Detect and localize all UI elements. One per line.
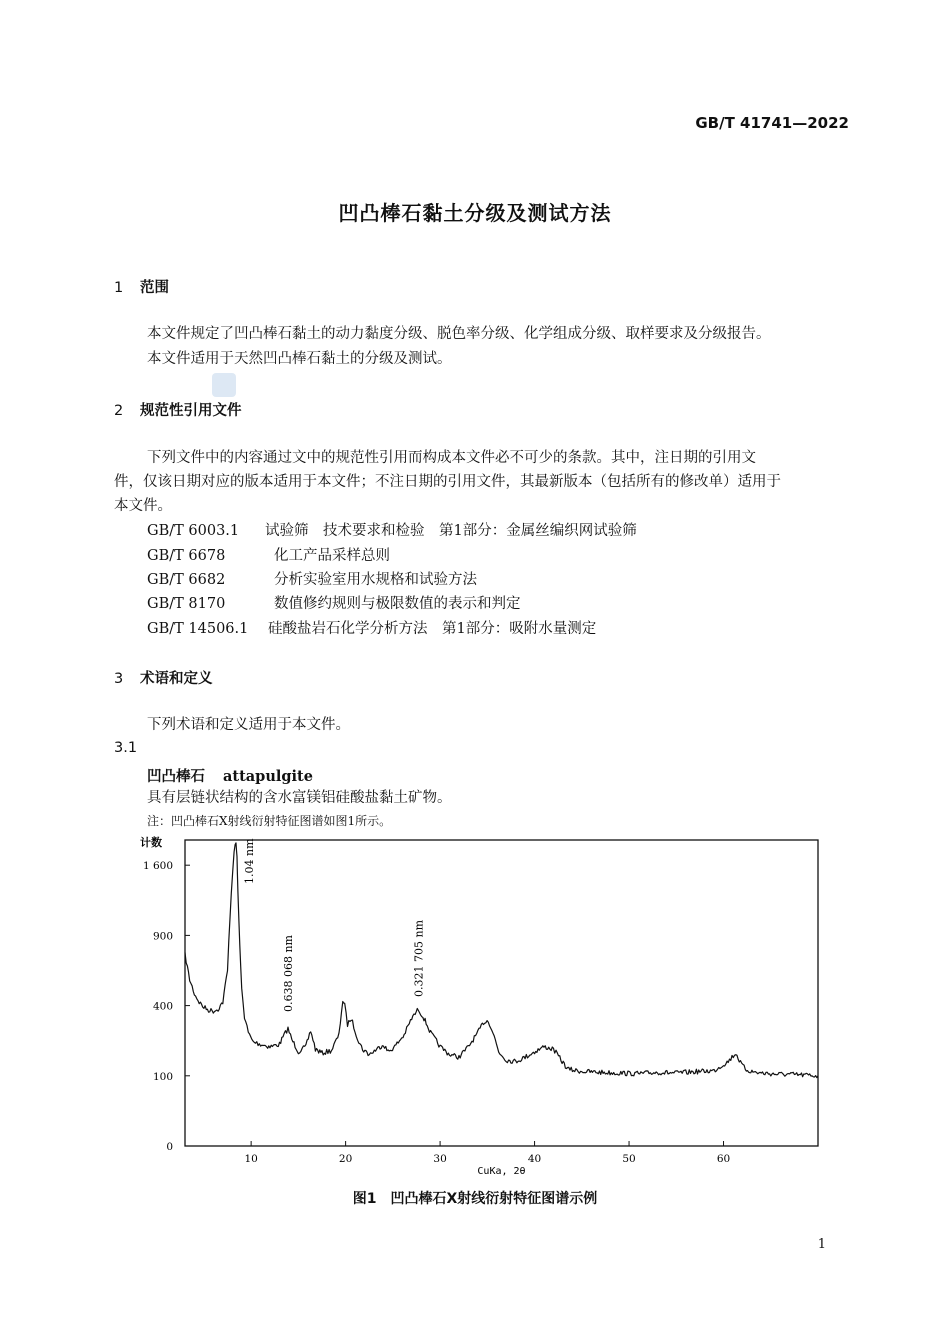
- section-1-paragraph-2: 本文件适用于天然凹凸棒石黏土的分级及测试。: [147, 351, 452, 367]
- x-tick-label: 10: [244, 1153, 258, 1165]
- y-axis-label: 计数: [140, 836, 162, 849]
- x-tick-label: 30: [433, 1153, 447, 1165]
- x-tick-label: 40: [527, 1153, 542, 1165]
- term-note: 注：凹凸棒石X射线衍射特征图谱如图1所示。: [147, 814, 392, 828]
- y-tick-label: 100: [152, 1070, 173, 1083]
- reference-code: GB/T 8170: [147, 596, 226, 612]
- section-3-heading: [114, 667, 213, 688]
- section-2-intro-line-1: 下列文件中的内容通过文中的规范性引用而构成本文件必不可少的条款。其中，注日期的引用文: [147, 450, 756, 466]
- section-2-number: 2: [114, 403, 124, 419]
- section-2-title: 规范性引用文件: [140, 403, 242, 419]
- section-2-intro-line-2: 件，仅该日期对应的版本适用于本文件；不注日期的引用文件，其最新版本（包括所有的修改单）适用于: [114, 474, 781, 490]
- reference-code: GB/T 6678: [147, 548, 226, 564]
- x-tick-label: 20: [338, 1153, 353, 1165]
- peak-annotation: 0.638 068 nm: [281, 935, 295, 1012]
- reference-code: GB/T 6682: [147, 572, 226, 588]
- x-tick-label: 50: [622, 1153, 636, 1165]
- y-tick-label: 1 600: [142, 860, 173, 873]
- document-title: 凹凸棒石黏土分级及测试方法: [338, 201, 612, 225]
- reference-title: 硅酸盐岩石化学分析方法 第1部分：吸附水量测定: [268, 621, 597, 637]
- term-chinese: 凹凸棒石: [147, 769, 205, 785]
- reference-code: GB/T 14506.1: [147, 621, 249, 637]
- watermark-logo: [212, 373, 236, 397]
- reference-title: 数值修约规则与极限数值的表示和判定: [274, 596, 521, 612]
- section-2-intro-line-3: 本文件。: [114, 498, 172, 514]
- y-tick-label: 900: [152, 930, 173, 943]
- reference-item: [147, 568, 477, 589]
- x-axis-label: CuKa, 2θ: [477, 1166, 526, 1177]
- xrd-pattern-line: [185, 843, 818, 1078]
- section-1-title: 范围: [140, 280, 169, 296]
- standard-code: GB/T 41741—2022: [695, 114, 849, 132]
- page-number: 1: [817, 1237, 826, 1252]
- reference-title: 化工产品采样总则: [274, 548, 390, 564]
- section-3-number: 3: [114, 671, 124, 687]
- term-heading: [147, 765, 313, 786]
- reference-item: [147, 617, 596, 638]
- section-1-number: 1: [114, 280, 124, 296]
- term-definition: 具有层链状结构的含水富镁铝硅酸盐黏土矿物。: [147, 790, 452, 806]
- xrd-chart: [138, 832, 838, 1182]
- reference-item: [147, 592, 521, 613]
- term-number: 3.1: [114, 740, 138, 756]
- section-2-heading: [114, 399, 242, 420]
- reference-item: [147, 519, 637, 540]
- section-3-intro: 下列术语和定义适用于本文件。: [147, 717, 350, 733]
- reference-title: 分析实验室用水规格和试验方法: [274, 572, 477, 588]
- reference-title: 试验筛 技术要求和检验 第1部分：金属丝编织网试验筛: [265, 523, 637, 539]
- section-3-title: 术语和定义: [140, 671, 213, 687]
- x-tick-label: 60: [716, 1153, 731, 1165]
- section-1-paragraph-1: 本文件规定了凹凸棒石黏土的动力黏度分级、脱色率分级、化学组成分级、取样要求及分级报告。: [147, 326, 771, 342]
- reference-code: GB/T 6003.1: [147, 523, 240, 539]
- y-tick-label: 400: [152, 1000, 173, 1013]
- reference-item: [147, 544, 390, 565]
- term-english: attapulgite: [223, 768, 313, 785]
- plot-frame: [185, 840, 818, 1146]
- peak-annotation: 0.321 705 nm: [412, 920, 426, 997]
- y-tick-label: 0: [166, 1141, 173, 1153]
- figure-caption: 图1 凹凸棒石X射线衍射特征图谱示例: [352, 1191, 598, 1207]
- peak-annotation: 1.04 nm: [242, 838, 256, 884]
- section-1-heading: [114, 276, 169, 297]
